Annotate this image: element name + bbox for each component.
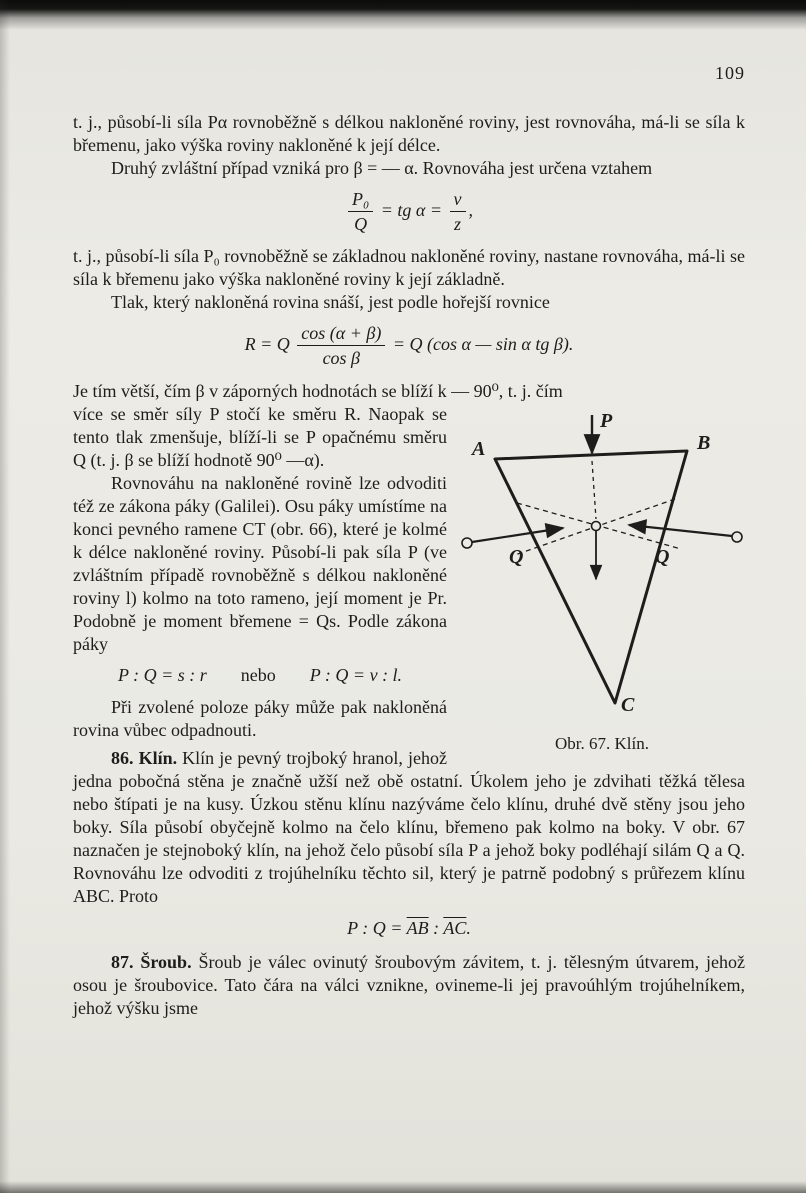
- figure-caption: Obr. 67. Klín.: [555, 733, 649, 753]
- formula-lead: P : Q =: [347, 917, 403, 938]
- page-number: 109: [715, 63, 745, 83]
- formula-lead: R = Q: [244, 334, 290, 355]
- formula-colon: :: [433, 917, 440, 938]
- formula-tangent: [73, 189, 745, 234]
- section-87-heading: 87. Šroub.: [111, 951, 192, 972]
- paragraph-base-equilibrium: t. j., působí-li síla P₀ rovnoběžně se základnou nakloněné roviny, nastane rovnováha, má-li se síla k břemenu jako výška nakloněné roviny k její základně.: [73, 246, 745, 290]
- numerator: cos (α + β): [297, 323, 385, 346]
- label-P: P: [600, 409, 613, 432]
- numerator: v: [450, 189, 466, 212]
- label-Q-left: Q: [509, 545, 524, 568]
- fraction-cos: [297, 323, 385, 368]
- numerator: P₀: [348, 189, 373, 212]
- label-Q-right: Q: [655, 545, 670, 568]
- section-86-text: Klín je pevný trojboký hranol, jehož jedna pobočná stěna je značně užší než obě ostatní. Úkolem jeho je zdvihati těžká tělesa nebo štípati je na kusy. Úzkou stěnu klínu nazýváme čelo klínu, druhé dvě stěny jsou jeho boky. Síla působí obyčejně kolmo na čelo klínu, břemeno pak kolmo na boky. V obr. 67 naznačen je stejnoboký klín, na jehož čelo působí síla P a jehož boky podléhají silám Q a Q. Rovnováhu lze odvoditi z trojúhelníku těchto sil, který je patrně podobný s průřezem klínu ABC. Proto: [73, 747, 745, 906]
- label-A: A: [472, 437, 486, 460]
- fraction-P0-Q: [348, 189, 373, 234]
- paragraph-pressure-rest: více se směr síly P stočí ke směru R. Naopak se tento tlak zmenšuje, blíží-li se P opačnému směru Q (t. j. β se blíží hodnotě 90⁰ —α).: [73, 403, 447, 470]
- paragraph-lever-law: Rovnováhu na nakloněné rovině lze odvoditi též ze zákona páky (Galilei). Osu páky umístíme na konci pevného ramene CT (obr. 66), které je kolmé k délce nakloněné roviny. Působí-li pak síla P (ve zvláštním případě rovnoběžně s délkou nakloněné roviny l) kolmo na toto rameno, její moment je Pr. Podobně je moment břemene = Qs. Podle zákona páky: [73, 472, 447, 654]
- label-B: B: [697, 431, 711, 454]
- formula-middle: = tg α =: [380, 199, 442, 220]
- formula-comma: ,: [468, 199, 473, 220]
- right-ring: [732, 532, 742, 542]
- figure-67: [459, 407, 745, 755]
- section-86-wedge: [73, 747, 745, 908]
- paragraph-pressure-intro: Tlak, který nakloněná rovina snáší, jest podle hořejší rovnice: [111, 292, 550, 313]
- formula-period: .: [466, 917, 471, 938]
- axis-dashed-line: [592, 461, 596, 519]
- segment-AC: $\overline{AC}$: [443, 917, 467, 938]
- fraction-v-z: [450, 189, 466, 234]
- formula-pressure: [73, 323, 745, 368]
- left-ring: [462, 538, 472, 548]
- scan-shadow-bottom: [0, 1181, 806, 1193]
- paragraph-inclined-plane-length: t. j., působí-li síla Pα rovnoběžně s délkou nakloněné roviny, jest rovnováha, má-li se síla k břemenu, jako výška roviny nakloněné k její délce.: [73, 112, 745, 155]
- center-pivot: [592, 521, 601, 530]
- section-86-heading: 86. Klín.: [111, 747, 178, 768]
- paragraph-lever-position: Při zvolené poloze páky může pak nakloněná rovina vůbec odpadnouti.: [73, 696, 447, 740]
- formula-tail: = Q (cos α — sin α tg β).: [392, 334, 574, 355]
- denominator: Q: [354, 214, 368, 235]
- denominator: z: [453, 214, 461, 235]
- formula-wedge-ratio: [73, 917, 745, 940]
- scan-shadow-left: [0, 0, 10, 1193]
- denominator: cos β: [322, 348, 361, 369]
- force-Q-right-arrow: [629, 525, 732, 536]
- formula-nebo: nebo: [240, 664, 276, 685]
- wedge-outline: [495, 451, 687, 703]
- label-C: C: [621, 693, 635, 716]
- section-87-screw: [73, 951, 745, 1020]
- paragraph-pressure-line1: Je tím větší, čím β v záporných hodnotách se blíží k — 90⁰, t. j. čím: [73, 380, 563, 401]
- section-87-text: Šroub je válec ovinutý šroubovým závitem, t. j. tělesným útvarem, jehož osou je šroubovice. Tato čára na válci vznikne, ovineme-li jej pravoúhlým trojúhelníkem, jehož výšku jsme: [73, 951, 746, 1018]
- formula-left: P : Q = s : r: [117, 664, 207, 685]
- formula-right: P : Q = v : l.: [309, 664, 403, 685]
- scan-shadow-top: [0, 0, 806, 30]
- paragraph-second-case: Druhý zvláštní případ vzniká pro β = — α. Rovnováha jest určena vztahem: [111, 158, 653, 178]
- force-Q-left-arrow: [472, 528, 563, 542]
- segment-AB: $\overline{AB}$: [406, 917, 429, 938]
- wedge-diagram: [459, 407, 745, 723]
- page-content: [73, 62, 745, 1020]
